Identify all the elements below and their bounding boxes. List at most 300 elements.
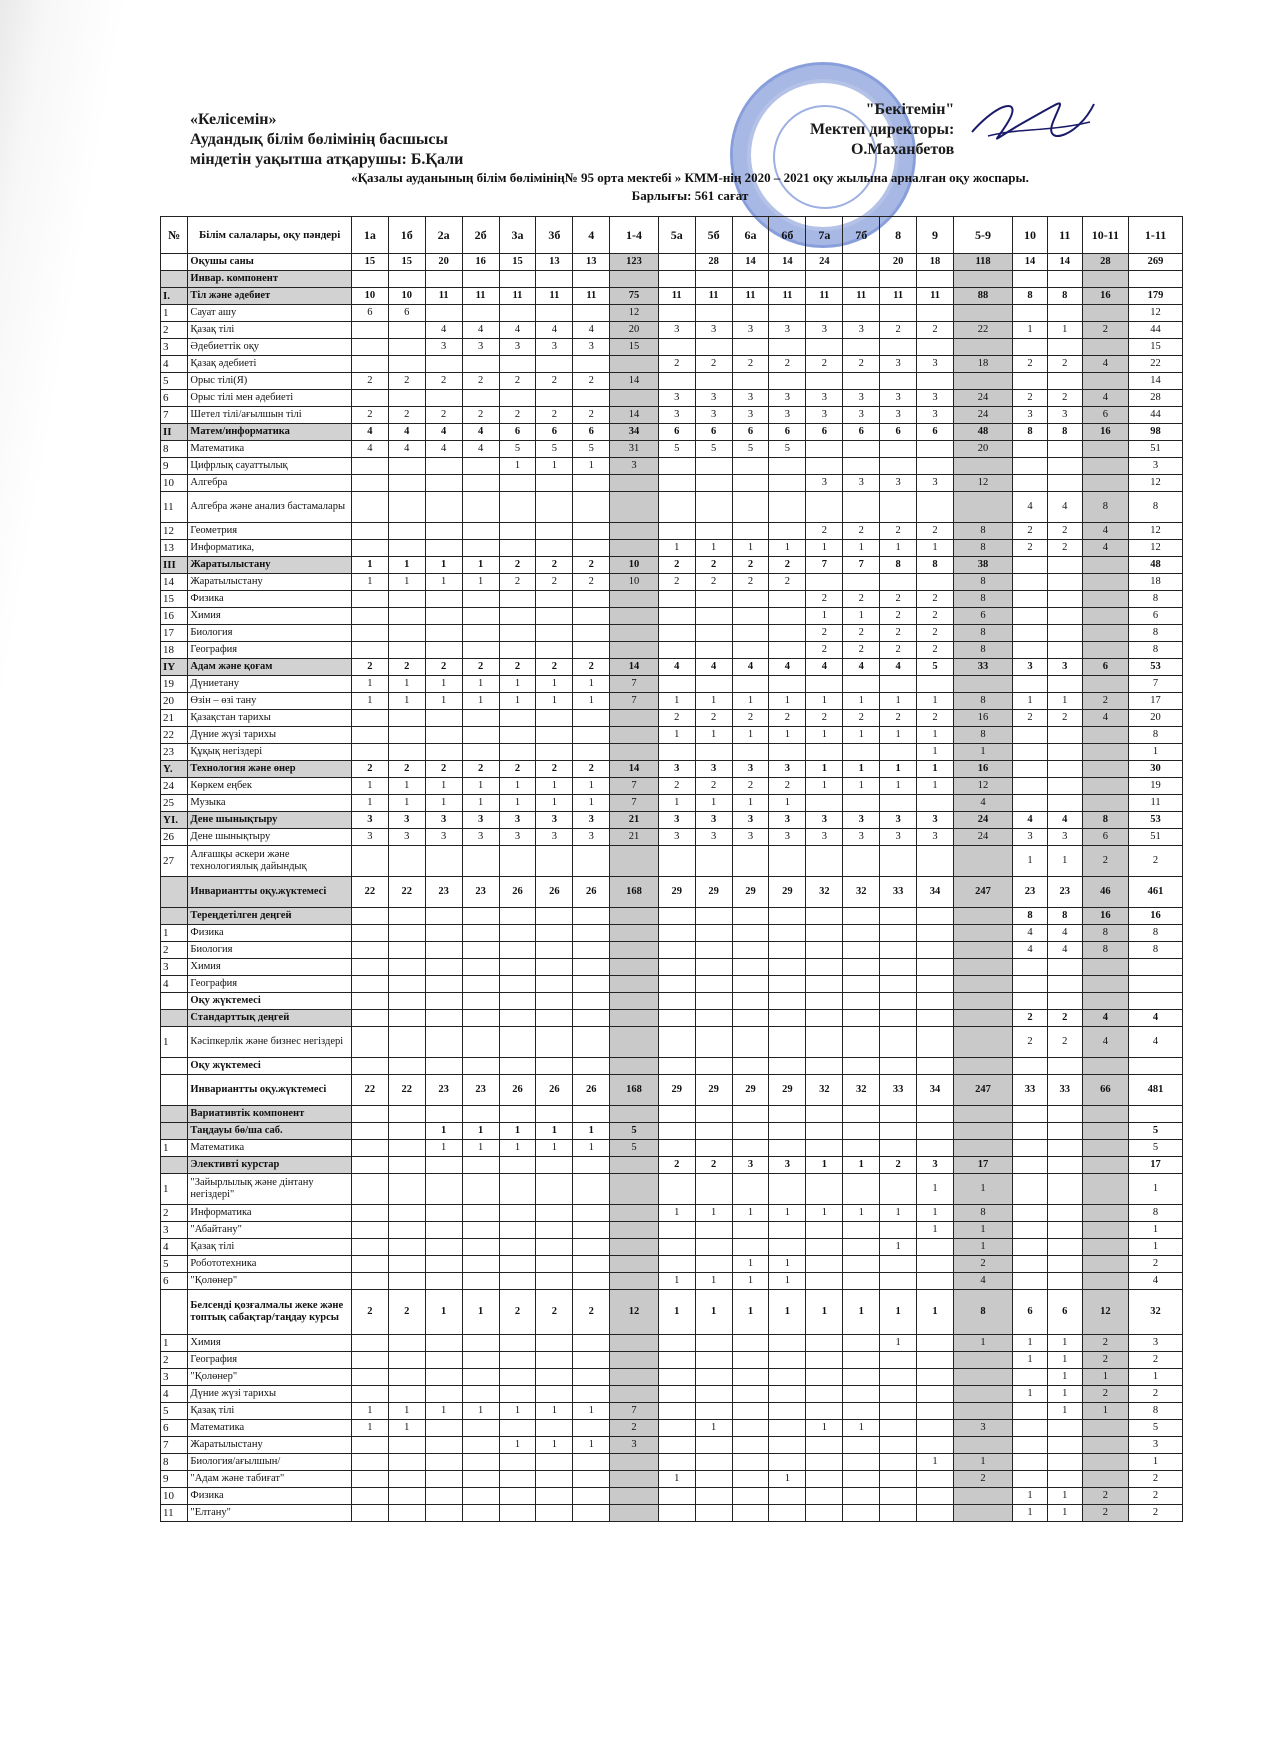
hours-cell: 20 bbox=[610, 322, 659, 339]
hours-cell bbox=[351, 1174, 388, 1205]
subject-name: "Абайтану" bbox=[188, 1222, 351, 1239]
hours-cell bbox=[658, 1123, 695, 1140]
hours-cell bbox=[732, 908, 769, 925]
hours-cell: 2 bbox=[462, 407, 499, 424]
hours-cell bbox=[769, 1335, 806, 1352]
hours-cell bbox=[351, 1352, 388, 1369]
hours-cell bbox=[499, 1239, 536, 1256]
hours-cell: 6 bbox=[806, 424, 843, 441]
hours-cell bbox=[1013, 557, 1048, 574]
hours-cell: 2 bbox=[658, 356, 695, 373]
row-number: 9 bbox=[161, 1471, 188, 1488]
hours-cell bbox=[658, 458, 695, 475]
hours-cell: 8 bbox=[954, 574, 1013, 591]
hours-cell bbox=[658, 523, 695, 540]
row-number: 4 bbox=[161, 976, 188, 993]
hours-cell bbox=[462, 591, 499, 608]
hours-cell bbox=[536, 908, 573, 925]
hours-cell: 5 bbox=[1129, 1140, 1183, 1157]
hours-cell bbox=[388, 1222, 425, 1239]
row-number: Y. bbox=[161, 761, 188, 778]
hours-cell bbox=[917, 1386, 954, 1403]
hours-cell: 8 bbox=[1129, 625, 1183, 642]
hours-cell: 44 bbox=[1129, 407, 1183, 424]
hours-cell: 33 bbox=[880, 1075, 917, 1106]
hours-cell: 2 bbox=[806, 625, 843, 642]
hours-cell: 5 bbox=[695, 441, 732, 458]
hours-cell: 1 bbox=[806, 693, 843, 710]
hours-cell bbox=[351, 727, 388, 744]
hours-cell bbox=[536, 925, 573, 942]
hours-cell bbox=[573, 1335, 610, 1352]
hours-cell bbox=[695, 458, 732, 475]
hours-cell bbox=[425, 1386, 462, 1403]
hours-cell bbox=[769, 1174, 806, 1205]
hours-cell: 1 bbox=[917, 1205, 954, 1222]
hours-cell bbox=[1013, 1058, 1048, 1075]
hours-cell bbox=[658, 492, 695, 523]
hours-cell bbox=[610, 1335, 659, 1352]
hours-cell bbox=[573, 1010, 610, 1027]
hours-cell: 22 bbox=[388, 877, 425, 908]
hours-cell bbox=[351, 475, 388, 492]
hours-cell bbox=[917, 1420, 954, 1437]
hours-cell bbox=[425, 305, 462, 322]
hours-cell: 2 bbox=[1013, 1027, 1048, 1058]
hours-cell: 1 bbox=[769, 1256, 806, 1273]
hours-cell bbox=[732, 475, 769, 492]
hours-cell bbox=[499, 1205, 536, 1222]
hours-cell: 3 bbox=[954, 1420, 1013, 1437]
hours-cell bbox=[843, 676, 880, 693]
hours-cell bbox=[499, 1454, 536, 1471]
hours-cell: 1 bbox=[695, 1420, 732, 1437]
hours-cell bbox=[917, 271, 954, 288]
hours-cell: 1 bbox=[954, 1454, 1013, 1471]
hours-cell: 2 bbox=[1082, 1386, 1128, 1403]
hours-cell bbox=[695, 976, 732, 993]
hours-cell: 2 bbox=[806, 710, 843, 727]
hours-cell bbox=[880, 1369, 917, 1386]
hours-cell bbox=[1047, 574, 1082, 591]
hours-cell bbox=[536, 608, 573, 625]
hours-cell bbox=[610, 1027, 659, 1058]
row-number bbox=[161, 993, 188, 1010]
hours-cell: 1 bbox=[843, 1205, 880, 1222]
hours-cell bbox=[1047, 441, 1082, 458]
hours-cell bbox=[425, 1471, 462, 1488]
hours-cell: 1 bbox=[425, 778, 462, 795]
hours-cell bbox=[1047, 557, 1082, 574]
hours-cell: 118 bbox=[954, 254, 1013, 271]
hours-cell bbox=[388, 1140, 425, 1157]
hours-cell bbox=[1047, 1471, 1082, 1488]
table-row bbox=[161, 1403, 1183, 1420]
hours-cell: 8 bbox=[1129, 1403, 1183, 1420]
hours-cell: 1 bbox=[695, 1205, 732, 1222]
hours-cell: 2 bbox=[1129, 1352, 1183, 1369]
table-row bbox=[161, 993, 1183, 1010]
hours-cell: 2 bbox=[880, 1157, 917, 1174]
hours-cell: 1 bbox=[1013, 1386, 1048, 1403]
approval-block-right bbox=[810, 100, 954, 160]
hours-cell bbox=[1047, 608, 1082, 625]
hours-cell bbox=[610, 925, 659, 942]
hours-cell bbox=[806, 1505, 843, 1522]
hours-cell bbox=[954, 1403, 1013, 1420]
hours-cell bbox=[388, 1471, 425, 1488]
hours-cell: 26 bbox=[536, 1075, 573, 1106]
hours-cell: 2 bbox=[880, 608, 917, 625]
hours-cell bbox=[388, 1369, 425, 1386]
hours-cell bbox=[1082, 305, 1128, 322]
hours-cell bbox=[1013, 271, 1048, 288]
hours-cell bbox=[695, 1058, 732, 1075]
hours-cell bbox=[917, 1239, 954, 1256]
hours-cell bbox=[843, 1140, 880, 1157]
hours-cell: 8 bbox=[1082, 812, 1128, 829]
hours-cell: 8 bbox=[1013, 424, 1048, 441]
hours-cell: 1 bbox=[1013, 322, 1048, 339]
hours-cell bbox=[1082, 1437, 1128, 1454]
hours-cell bbox=[536, 1222, 573, 1239]
hours-cell: 29 bbox=[658, 877, 695, 908]
hours-cell: 1 bbox=[658, 1273, 695, 1290]
hours-cell bbox=[425, 1437, 462, 1454]
hours-cell: 1 bbox=[806, 1205, 843, 1222]
hours-cell bbox=[1082, 1123, 1128, 1140]
hours-cell: 12 bbox=[610, 305, 659, 322]
hours-cell bbox=[954, 1488, 1013, 1505]
row-number: 6 bbox=[161, 390, 188, 407]
hours-cell: 6 bbox=[1047, 1290, 1082, 1335]
hours-cell bbox=[732, 1437, 769, 1454]
hours-cell: 3 bbox=[917, 390, 954, 407]
subject-name: Информатика bbox=[188, 1205, 351, 1222]
hours-cell bbox=[917, 574, 954, 591]
hours-cell bbox=[425, 540, 462, 557]
hours-cell bbox=[880, 908, 917, 925]
hours-cell bbox=[658, 608, 695, 625]
hours-cell: 2 bbox=[769, 356, 806, 373]
hours-cell: 1 bbox=[1129, 744, 1183, 761]
hours-cell bbox=[462, 727, 499, 744]
hours-cell bbox=[499, 625, 536, 642]
row-number: 3 bbox=[161, 1369, 188, 1386]
hours-cell bbox=[425, 642, 462, 659]
hours-cell: 2 bbox=[1047, 1027, 1082, 1058]
subject-name: Жаратылыстану bbox=[188, 1437, 351, 1454]
hours-cell: 2 bbox=[695, 710, 732, 727]
hours-cell: 3 bbox=[462, 812, 499, 829]
hours-cell bbox=[1082, 959, 1128, 976]
hours-cell: 3 bbox=[425, 829, 462, 846]
hours-cell bbox=[351, 1140, 388, 1157]
column-header: 8 bbox=[880, 217, 917, 254]
hours-cell: 8 bbox=[954, 1205, 1013, 1222]
hours-cell bbox=[1082, 1058, 1128, 1075]
hours-cell: 2 bbox=[1047, 390, 1082, 407]
subject-name: Цифрлық сауаттылық bbox=[188, 458, 351, 475]
hours-cell bbox=[917, 1027, 954, 1058]
table-row bbox=[161, 557, 1183, 574]
hours-cell bbox=[769, 1403, 806, 1420]
hours-cell bbox=[732, 976, 769, 993]
hours-cell bbox=[1047, 305, 1082, 322]
hours-cell: 5 bbox=[610, 1123, 659, 1140]
hours-cell: 269 bbox=[1129, 254, 1183, 271]
hours-cell bbox=[1013, 591, 1048, 608]
hours-cell bbox=[610, 591, 659, 608]
hours-cell: 6 bbox=[843, 424, 880, 441]
hours-cell: 14 bbox=[610, 373, 659, 390]
hours-cell bbox=[1047, 625, 1082, 642]
hours-cell: 29 bbox=[732, 1075, 769, 1106]
hours-cell: 3 bbox=[917, 356, 954, 373]
hours-cell bbox=[388, 1488, 425, 1505]
hours-cell bbox=[658, 1437, 695, 1454]
hours-cell: 1 bbox=[806, 608, 843, 625]
subject-name: Алгебра bbox=[188, 475, 351, 492]
hours-cell bbox=[388, 492, 425, 523]
hours-cell bbox=[769, 523, 806, 540]
hours-cell bbox=[695, 1505, 732, 1522]
hours-cell bbox=[658, 1505, 695, 1522]
hours-cell: 4 bbox=[462, 322, 499, 339]
hours-cell: 2 bbox=[1013, 523, 1048, 540]
hours-cell: 1 bbox=[732, 727, 769, 744]
hours-cell: 2 bbox=[843, 710, 880, 727]
hours-cell: 20 bbox=[880, 254, 917, 271]
hours-cell bbox=[769, 305, 806, 322]
hours-cell bbox=[769, 1352, 806, 1369]
hours-cell bbox=[499, 976, 536, 993]
hours-cell bbox=[1082, 557, 1128, 574]
hours-cell: 1 bbox=[843, 693, 880, 710]
hours-cell bbox=[732, 1505, 769, 1522]
hours-cell bbox=[806, 339, 843, 356]
hours-cell: 1 bbox=[462, 778, 499, 795]
hours-cell bbox=[388, 727, 425, 744]
hours-cell: 1 bbox=[573, 1140, 610, 1157]
hours-cell: 1 bbox=[388, 1420, 425, 1437]
hours-cell: 1 bbox=[769, 1273, 806, 1290]
hours-cell bbox=[880, 1386, 917, 1403]
hours-cell: 3 bbox=[695, 390, 732, 407]
hours-cell bbox=[732, 625, 769, 642]
hours-cell bbox=[769, 271, 806, 288]
hours-cell bbox=[1082, 727, 1128, 744]
table-row bbox=[161, 693, 1183, 710]
hours-cell bbox=[843, 1437, 880, 1454]
table-row bbox=[161, 1488, 1183, 1505]
hours-cell: 2 bbox=[499, 373, 536, 390]
hours-cell: 3 bbox=[843, 829, 880, 846]
hours-cell: 24 bbox=[954, 829, 1013, 846]
hours-cell: 3 bbox=[732, 1157, 769, 1174]
subject-name: Стандарттық деңгей bbox=[188, 1010, 351, 1027]
hours-cell bbox=[843, 1505, 880, 1522]
hours-cell bbox=[462, 925, 499, 942]
subject-name: Матем/информатика bbox=[188, 424, 351, 441]
hours-cell: 2 bbox=[1082, 1505, 1128, 1522]
hours-cell: 2 bbox=[536, 557, 573, 574]
hours-cell: 1 bbox=[880, 761, 917, 778]
hours-cell: 11 bbox=[695, 288, 732, 305]
hours-cell bbox=[954, 1106, 1013, 1123]
hours-cell bbox=[425, 591, 462, 608]
hours-cell bbox=[388, 475, 425, 492]
hours-cell: 2 bbox=[695, 574, 732, 591]
hours-cell bbox=[843, 1386, 880, 1403]
hours-cell bbox=[732, 846, 769, 877]
hours-cell bbox=[1047, 976, 1082, 993]
hours-cell bbox=[658, 1058, 695, 1075]
hours-cell: 3 bbox=[1129, 1335, 1183, 1352]
hours-cell bbox=[1082, 761, 1128, 778]
hours-cell: 8 bbox=[1047, 424, 1082, 441]
hours-cell bbox=[695, 1027, 732, 1058]
hours-cell bbox=[695, 625, 732, 642]
hours-cell bbox=[499, 1106, 536, 1123]
hours-cell bbox=[658, 1027, 695, 1058]
table-row bbox=[161, 1123, 1183, 1140]
hours-cell: 88 bbox=[954, 288, 1013, 305]
hours-cell bbox=[843, 959, 880, 976]
hours-cell bbox=[610, 523, 659, 540]
hours-cell bbox=[880, 1222, 917, 1239]
hours-cell bbox=[1082, 339, 1128, 356]
hours-cell: 2 bbox=[425, 373, 462, 390]
hours-cell bbox=[1047, 795, 1082, 812]
hours-cell: 3 bbox=[499, 829, 536, 846]
hours-cell bbox=[1082, 1157, 1128, 1174]
hours-cell: 1 bbox=[351, 1420, 388, 1437]
hours-cell bbox=[806, 1058, 843, 1075]
hours-cell bbox=[843, 846, 880, 877]
hours-cell: 1 bbox=[536, 693, 573, 710]
hours-cell: 1 bbox=[732, 795, 769, 812]
hours-cell bbox=[695, 1352, 732, 1369]
hours-cell bbox=[1013, 993, 1048, 1010]
hours-cell bbox=[1129, 1058, 1183, 1075]
hours-cell: 12 bbox=[610, 1290, 659, 1335]
hours-cell bbox=[462, 942, 499, 959]
hours-cell bbox=[462, 1157, 499, 1174]
row-number: 3 bbox=[161, 1222, 188, 1239]
hours-cell: 2 bbox=[351, 407, 388, 424]
hours-cell bbox=[462, 1488, 499, 1505]
hours-cell bbox=[499, 710, 536, 727]
hours-cell: 3 bbox=[880, 812, 917, 829]
hours-cell bbox=[732, 1174, 769, 1205]
hours-cell: 1 bbox=[573, 1437, 610, 1454]
hours-cell bbox=[425, 625, 462, 642]
hours-cell: 2 bbox=[806, 591, 843, 608]
row-number: 4 bbox=[161, 1386, 188, 1403]
hours-cell: 1 bbox=[425, 574, 462, 591]
hours-cell: 24 bbox=[806, 254, 843, 271]
hours-cell bbox=[1082, 373, 1128, 390]
hours-cell: 4 bbox=[1013, 492, 1048, 523]
hours-cell: 8 bbox=[1013, 908, 1048, 925]
subject-name: Робототехника bbox=[188, 1256, 351, 1273]
hours-cell: 1 bbox=[769, 1471, 806, 1488]
hours-cell: 10 bbox=[610, 557, 659, 574]
hours-cell bbox=[732, 676, 769, 693]
subject-name: "Адам және табиғат" bbox=[188, 1471, 351, 1488]
hours-cell: 31 bbox=[610, 441, 659, 458]
hours-cell: 7 bbox=[610, 1403, 659, 1420]
hours-cell bbox=[658, 1403, 695, 1420]
hours-cell: 2 bbox=[536, 574, 573, 591]
hours-cell bbox=[425, 1106, 462, 1123]
hours-cell bbox=[462, 993, 499, 1010]
hours-cell: 8 bbox=[1082, 492, 1128, 523]
hours-cell bbox=[843, 339, 880, 356]
hours-cell: 12 bbox=[954, 475, 1013, 492]
hours-cell bbox=[769, 1505, 806, 1522]
hours-cell: 6 bbox=[536, 424, 573, 441]
hours-cell bbox=[954, 846, 1013, 877]
hours-cell bbox=[573, 710, 610, 727]
hours-cell: 5 bbox=[499, 441, 536, 458]
row-number: 4 bbox=[161, 1239, 188, 1256]
hours-cell bbox=[388, 608, 425, 625]
hours-cell bbox=[462, 356, 499, 373]
hours-cell: 12 bbox=[1129, 540, 1183, 557]
hours-cell bbox=[573, 1106, 610, 1123]
hours-cell bbox=[954, 339, 1013, 356]
hours-cell bbox=[425, 608, 462, 625]
hours-cell bbox=[880, 1174, 917, 1205]
hours-cell bbox=[695, 591, 732, 608]
hours-cell bbox=[610, 492, 659, 523]
hours-cell bbox=[806, 908, 843, 925]
hours-cell: 5 bbox=[610, 1140, 659, 1157]
hours-cell: 3 bbox=[806, 390, 843, 407]
hours-cell: 18 bbox=[1129, 574, 1183, 591]
hours-cell bbox=[880, 1505, 917, 1522]
hours-cell bbox=[462, 1454, 499, 1471]
hours-cell bbox=[1129, 271, 1183, 288]
hours-cell bbox=[536, 1058, 573, 1075]
hours-cell bbox=[499, 908, 536, 925]
hours-cell: 3 bbox=[695, 761, 732, 778]
hours-cell: 2 bbox=[425, 761, 462, 778]
hours-cell bbox=[425, 1505, 462, 1522]
column-header: 1-4 bbox=[610, 217, 659, 254]
row-number: I. bbox=[161, 288, 188, 305]
hours-cell bbox=[536, 1273, 573, 1290]
hours-cell bbox=[1082, 475, 1128, 492]
hours-cell bbox=[806, 1437, 843, 1454]
hours-cell bbox=[499, 744, 536, 761]
hours-cell: 4 bbox=[499, 322, 536, 339]
hours-cell bbox=[573, 925, 610, 942]
hours-cell: 6 bbox=[499, 424, 536, 441]
row-number bbox=[161, 1290, 188, 1335]
hours-cell bbox=[610, 1386, 659, 1403]
row-number: 2 bbox=[161, 1205, 188, 1222]
hours-cell: 1 bbox=[425, 557, 462, 574]
hours-cell bbox=[499, 727, 536, 744]
hours-cell: 1 bbox=[732, 1290, 769, 1335]
hours-cell: 23 bbox=[462, 877, 499, 908]
hours-cell: 1 bbox=[954, 744, 1013, 761]
row-number: 23 bbox=[161, 744, 188, 761]
table-row bbox=[161, 574, 1183, 591]
